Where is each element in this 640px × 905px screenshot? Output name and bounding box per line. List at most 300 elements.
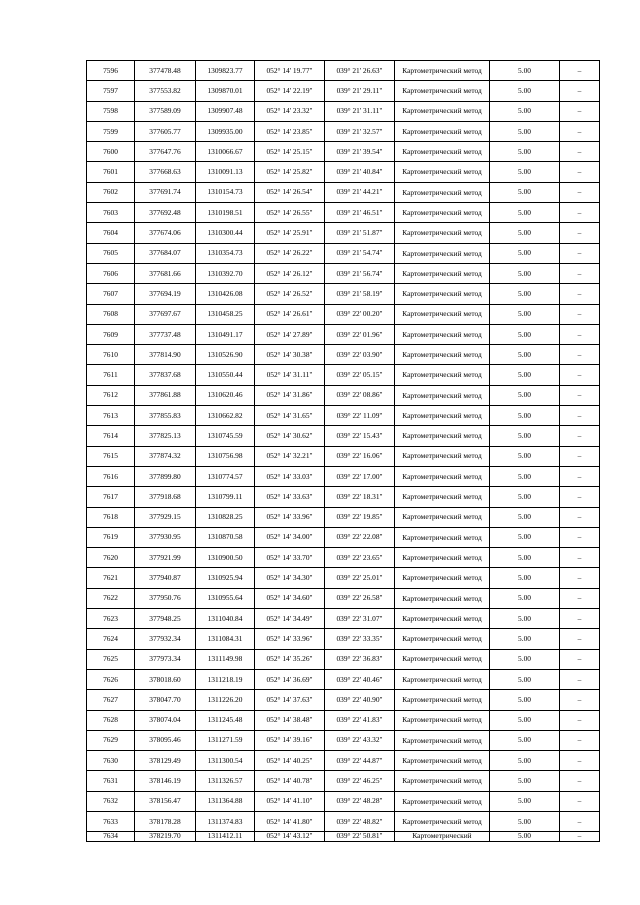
point-number-cell: 7614 [87, 426, 135, 446]
x-coordinate-cell: 377950.76 [135, 588, 196, 608]
point-number-cell: 7621 [87, 568, 135, 588]
longitude-cell: 039° 22' 18.31" [325, 487, 395, 507]
y-coordinate-cell: 1311149.98 [196, 649, 255, 669]
longitude-cell: 039° 22' 33.35" [325, 629, 395, 649]
y-coordinate-cell: 1311374.83 [196, 811, 255, 831]
note-cell: – [560, 527, 600, 547]
accuracy-cell: 5.00 [490, 649, 560, 669]
table-row [87, 669, 600, 689]
table-row [87, 791, 600, 811]
x-coordinate-cell: 378074.04 [135, 710, 196, 730]
note-cell: – [560, 101, 600, 121]
point-number-cell: 7606 [87, 263, 135, 283]
x-coordinate-cell: 378018.60 [135, 669, 196, 689]
accuracy-cell: 5.00 [490, 568, 560, 588]
x-coordinate-cell: 377737.48 [135, 324, 196, 344]
table-row [87, 101, 600, 121]
x-coordinate-cell: 377918.68 [135, 487, 196, 507]
latitude-cell: 052° 14' 34.49" [255, 609, 325, 629]
note-cell: – [560, 690, 600, 710]
x-coordinate-cell: 377825.13 [135, 426, 196, 446]
longitude-cell: 039° 21' 54.74" [325, 243, 395, 263]
point-number-cell: 7596 [87, 61, 135, 81]
x-coordinate-cell: 377973.34 [135, 649, 196, 669]
latitude-cell: 052° 14' 27.89" [255, 324, 325, 344]
x-coordinate-cell: 377681.66 [135, 263, 196, 283]
method-cell: Картометрический метод [395, 162, 490, 182]
x-coordinate-cell: 377553.82 [135, 81, 196, 101]
longitude-cell: 039° 22' 41.83" [325, 710, 395, 730]
x-coordinate-cell: 377605.77 [135, 121, 196, 141]
point-number-cell: 7631 [87, 771, 135, 791]
latitude-cell: 052° 14' 30.38" [255, 345, 325, 365]
point-number-cell: 7628 [87, 710, 135, 730]
table-row [87, 182, 600, 202]
note-cell: – [560, 121, 600, 141]
accuracy-cell: 5.00 [490, 710, 560, 730]
method-cell: Картометрический [395, 832, 490, 842]
note-cell: – [560, 771, 600, 791]
longitude-cell: 039° 22' 19.85" [325, 507, 395, 527]
note-cell: – [560, 162, 600, 182]
y-coordinate-cell: 1309935.00 [196, 121, 255, 141]
x-coordinate-cell: 377674.06 [135, 223, 196, 243]
accuracy-cell: 5.00 [490, 771, 560, 791]
latitude-cell: 052° 14' 19.77" [255, 61, 325, 81]
longitude-cell: 039° 21' 51.87" [325, 223, 395, 243]
x-coordinate-cell: 377694.19 [135, 284, 196, 304]
y-coordinate-cell: 1310091.13 [196, 162, 255, 182]
note-cell: – [560, 446, 600, 466]
x-coordinate-cell: 378178.28 [135, 811, 196, 831]
latitude-cell: 052° 14' 32.21" [255, 446, 325, 466]
y-coordinate-cell: 1311218.19 [196, 669, 255, 689]
y-coordinate-cell: 1310392.70 [196, 263, 255, 283]
point-number-cell: 7618 [87, 507, 135, 527]
x-coordinate-cell: 377855.83 [135, 406, 196, 426]
table-row [87, 588, 600, 608]
accuracy-cell: 5.00 [490, 446, 560, 466]
method-cell: Картометрический метод [395, 588, 490, 608]
table-row [87, 568, 600, 588]
y-coordinate-cell: 1309870.01 [196, 81, 255, 101]
point-number-cell: 7625 [87, 649, 135, 669]
longitude-cell: 039° 21' 39.54" [325, 142, 395, 162]
coordinates-table-body [87, 61, 600, 842]
method-cell: Картометрический метод [395, 304, 490, 324]
method-cell: Картометрический метод [395, 568, 490, 588]
y-coordinate-cell: 1310526.90 [196, 345, 255, 365]
longitude-cell: 039° 22' 00.20" [325, 304, 395, 324]
accuracy-cell: 5.00 [490, 223, 560, 243]
table-row [87, 446, 600, 466]
longitude-cell: 039° 22' 25.01" [325, 568, 395, 588]
y-coordinate-cell: 1309907.48 [196, 101, 255, 121]
accuracy-cell: 5.00 [490, 426, 560, 446]
table-row [87, 61, 600, 81]
note-cell: – [560, 487, 600, 507]
method-cell: Картометрический метод [395, 487, 490, 507]
accuracy-cell: 5.00 [490, 832, 560, 842]
y-coordinate-cell: 1310900.50 [196, 548, 255, 568]
method-cell: Картометрический метод [395, 791, 490, 811]
accuracy-cell: 5.00 [490, 507, 560, 527]
latitude-cell: 052° 14' 31.11" [255, 365, 325, 385]
accuracy-cell: 5.00 [490, 182, 560, 202]
table-row [87, 771, 600, 791]
point-number-cell: 7599 [87, 121, 135, 141]
accuracy-cell: 5.00 [490, 588, 560, 608]
accuracy-cell: 5.00 [490, 263, 560, 283]
point-number-cell: 7611 [87, 365, 135, 385]
note-cell: – [560, 588, 600, 608]
note-cell: – [560, 61, 600, 81]
y-coordinate-cell: 1310925.94 [196, 568, 255, 588]
table-row [87, 142, 600, 162]
longitude-cell: 039° 22' 44.87" [325, 751, 395, 771]
method-cell: Картометрический метод [395, 223, 490, 243]
longitude-cell: 039° 22' 26.58" [325, 588, 395, 608]
note-cell: – [560, 324, 600, 344]
y-coordinate-cell: 1310458.25 [196, 304, 255, 324]
point-number-cell: 7608 [87, 304, 135, 324]
longitude-cell: 039° 21' 31.11" [325, 101, 395, 121]
x-coordinate-cell: 377948.25 [135, 609, 196, 629]
latitude-cell: 052° 14' 38.48" [255, 710, 325, 730]
note-cell: – [560, 710, 600, 730]
x-coordinate-cell: 377921.99 [135, 548, 196, 568]
method-cell: Картометрический метод [395, 548, 490, 568]
method-cell: Картометрический метод [395, 81, 490, 101]
method-cell: Картометрический метод [395, 385, 490, 405]
y-coordinate-cell: 1310354.73 [196, 243, 255, 263]
y-coordinate-cell: 1310756.98 [196, 446, 255, 466]
y-coordinate-cell: 1310426.08 [196, 284, 255, 304]
point-number-cell: 7601 [87, 162, 135, 182]
point-number-cell: 7626 [87, 669, 135, 689]
accuracy-cell: 5.00 [490, 385, 560, 405]
longitude-cell: 039° 22' 40.46" [325, 669, 395, 689]
latitude-cell: 052° 14' 36.69" [255, 669, 325, 689]
point-number-cell: 7624 [87, 629, 135, 649]
point-number-cell: 7610 [87, 345, 135, 365]
latitude-cell: 052° 14' 25.91" [255, 223, 325, 243]
longitude-cell: 039° 21' 56.74" [325, 263, 395, 283]
point-number-cell: 7597 [87, 81, 135, 101]
x-coordinate-cell: 377691.74 [135, 182, 196, 202]
x-coordinate-cell: 377647.76 [135, 142, 196, 162]
longitude-cell: 039° 22' 05.15" [325, 365, 395, 385]
method-cell: Картометрический метод [395, 649, 490, 669]
point-number-cell: 7615 [87, 446, 135, 466]
table-row [87, 162, 600, 182]
method-cell: Картометрический метод [395, 101, 490, 121]
note-cell: – [560, 832, 600, 842]
longitude-cell: 039° 22' 43.32" [325, 730, 395, 750]
x-coordinate-cell: 378156.47 [135, 791, 196, 811]
latitude-cell: 052° 14' 41.10" [255, 791, 325, 811]
longitude-cell: 039° 22' 15.43" [325, 426, 395, 446]
note-cell: – [560, 406, 600, 426]
y-coordinate-cell: 1311245.48 [196, 710, 255, 730]
table-row [87, 649, 600, 669]
accuracy-cell: 5.00 [490, 730, 560, 750]
table-row [87, 751, 600, 771]
longitude-cell: 039° 22' 40.90" [325, 690, 395, 710]
method-cell: Картометрический метод [395, 142, 490, 162]
table-row [87, 284, 600, 304]
y-coordinate-cell: 1310799.11 [196, 487, 255, 507]
y-coordinate-cell: 1310550.44 [196, 365, 255, 385]
accuracy-cell: 5.00 [490, 162, 560, 182]
point-number-cell: 7633 [87, 811, 135, 831]
x-coordinate-cell: 377478.48 [135, 61, 196, 81]
accuracy-cell: 5.00 [490, 304, 560, 324]
x-coordinate-cell: 378219.70 [135, 832, 196, 842]
accuracy-cell: 5.00 [490, 629, 560, 649]
accuracy-cell: 5.00 [490, 61, 560, 81]
table-row [87, 406, 600, 426]
accuracy-cell: 5.00 [490, 527, 560, 547]
method-cell: Картометрический метод [395, 466, 490, 486]
y-coordinate-cell: 1311084.31 [196, 629, 255, 649]
point-number-cell: 7619 [87, 527, 135, 547]
accuracy-cell: 5.00 [490, 669, 560, 689]
note-cell: – [560, 629, 600, 649]
longitude-cell: 039° 22' 22.08" [325, 527, 395, 547]
y-coordinate-cell: 1310300.44 [196, 223, 255, 243]
y-coordinate-cell: 1311226.20 [196, 690, 255, 710]
latitude-cell: 052° 14' 33.03" [255, 466, 325, 486]
accuracy-cell: 5.00 [490, 121, 560, 141]
accuracy-cell: 5.00 [490, 609, 560, 629]
x-coordinate-cell: 377589.09 [135, 101, 196, 121]
x-coordinate-cell: 377837.68 [135, 365, 196, 385]
method-cell: Картометрический метод [395, 609, 490, 629]
longitude-cell: 039° 21' 40.84" [325, 162, 395, 182]
method-cell: Картометрический метод [395, 690, 490, 710]
note-cell: – [560, 730, 600, 750]
point-number-cell: 7623 [87, 609, 135, 629]
latitude-cell: 052° 14' 26.55" [255, 203, 325, 223]
x-coordinate-cell: 377684.07 [135, 243, 196, 263]
table-row [87, 223, 600, 243]
table-row [87, 548, 600, 568]
point-number-cell: 7603 [87, 203, 135, 223]
latitude-cell: 052° 14' 26.52" [255, 284, 325, 304]
table-row [87, 203, 600, 223]
y-coordinate-cell: 1310198.51 [196, 203, 255, 223]
table-row [87, 243, 600, 263]
x-coordinate-cell: 377929.15 [135, 507, 196, 527]
x-coordinate-cell: 378095.46 [135, 730, 196, 750]
accuracy-cell: 5.00 [490, 548, 560, 568]
longitude-cell: 039° 22' 11.09" [325, 406, 395, 426]
latitude-cell: 052° 14' 23.32" [255, 101, 325, 121]
table-row [87, 121, 600, 141]
table-row [87, 487, 600, 507]
method-cell: Картометрический метод [395, 710, 490, 730]
x-coordinate-cell: 377940.87 [135, 568, 196, 588]
table-row [87, 365, 600, 385]
note-cell: – [560, 811, 600, 831]
longitude-cell: 039° 21' 26.63" [325, 61, 395, 81]
longitude-cell: 039° 22' 03.90" [325, 345, 395, 365]
note-cell: – [560, 345, 600, 365]
table-row [87, 811, 600, 831]
point-number-cell: 7613 [87, 406, 135, 426]
coordinates-table-page [86, 60, 599, 842]
coordinates-table [86, 60, 600, 842]
point-number-cell: 7622 [87, 588, 135, 608]
note-cell: – [560, 649, 600, 669]
x-coordinate-cell: 377861.88 [135, 385, 196, 405]
note-cell: – [560, 751, 600, 771]
table-row [87, 385, 600, 405]
method-cell: Картометрический метод [395, 324, 490, 344]
accuracy-cell: 5.00 [490, 203, 560, 223]
x-coordinate-cell: 378129.49 [135, 751, 196, 771]
method-cell: Картометрический метод [395, 446, 490, 466]
accuracy-cell: 5.00 [490, 284, 560, 304]
note-cell: – [560, 669, 600, 689]
longitude-cell: 039° 21' 58.19" [325, 284, 395, 304]
table-row [87, 609, 600, 629]
method-cell: Картометрический метод [395, 182, 490, 202]
table-row [87, 832, 600, 842]
note-cell: – [560, 568, 600, 588]
y-coordinate-cell: 1311040.84 [196, 609, 255, 629]
longitude-cell: 039° 22' 31.07" [325, 609, 395, 629]
longitude-cell: 039° 21' 46.51" [325, 203, 395, 223]
accuracy-cell: 5.00 [490, 406, 560, 426]
accuracy-cell: 5.00 [490, 811, 560, 831]
latitude-cell: 052° 14' 30.62" [255, 426, 325, 446]
method-cell: Картометрический метод [395, 121, 490, 141]
note-cell: – [560, 243, 600, 263]
longitude-cell: 039° 22' 17.00" [325, 466, 395, 486]
note-cell: – [560, 263, 600, 283]
note-cell: – [560, 81, 600, 101]
note-cell: – [560, 284, 600, 304]
latitude-cell: 052° 14' 33.63" [255, 487, 325, 507]
accuracy-cell: 5.00 [490, 487, 560, 507]
method-cell: Картометрический метод [395, 365, 490, 385]
longitude-cell: 039° 22' 48.82" [325, 811, 395, 831]
y-coordinate-cell: 1310620.46 [196, 385, 255, 405]
latitude-cell: 052° 14' 40.78" [255, 771, 325, 791]
method-cell: Картометрический метод [395, 243, 490, 263]
note-cell: – [560, 142, 600, 162]
note-cell: – [560, 507, 600, 527]
x-coordinate-cell: 377899.80 [135, 466, 196, 486]
latitude-cell: 052° 14' 25.82" [255, 162, 325, 182]
latitude-cell: 052° 14' 31.65" [255, 406, 325, 426]
x-coordinate-cell: 378146.19 [135, 771, 196, 791]
latitude-cell: 052° 14' 31.86" [255, 385, 325, 405]
accuracy-cell: 5.00 [490, 690, 560, 710]
method-cell: Картометрический метод [395, 61, 490, 81]
table-row [87, 730, 600, 750]
table-row [87, 426, 600, 446]
table-row [87, 345, 600, 365]
y-coordinate-cell: 1310066.67 [196, 142, 255, 162]
longitude-cell: 039° 22' 08.86" [325, 385, 395, 405]
accuracy-cell: 5.00 [490, 791, 560, 811]
table-row [87, 466, 600, 486]
accuracy-cell: 5.00 [490, 142, 560, 162]
note-cell: – [560, 466, 600, 486]
x-coordinate-cell: 377930.95 [135, 527, 196, 547]
latitude-cell: 052° 14' 33.70" [255, 548, 325, 568]
method-cell: Картометрический метод [395, 811, 490, 831]
latitude-cell: 052° 14' 34.60" [255, 588, 325, 608]
longitude-cell: 039° 21' 29.11" [325, 81, 395, 101]
point-number-cell: 7630 [87, 751, 135, 771]
latitude-cell: 052° 14' 37.63" [255, 690, 325, 710]
point-number-cell: 7634 [87, 832, 135, 842]
point-number-cell: 7605 [87, 243, 135, 263]
x-coordinate-cell: 378047.70 [135, 690, 196, 710]
longitude-cell: 039° 22' 23.65" [325, 548, 395, 568]
y-coordinate-cell: 1310154.73 [196, 182, 255, 202]
x-coordinate-cell: 377932.34 [135, 629, 196, 649]
y-coordinate-cell: 1310662.82 [196, 406, 255, 426]
accuracy-cell: 5.00 [490, 751, 560, 771]
note-cell: – [560, 365, 600, 385]
table-row [87, 263, 600, 283]
latitude-cell: 052° 14' 26.12" [255, 263, 325, 283]
y-coordinate-cell: 1311300.54 [196, 751, 255, 771]
longitude-cell: 039° 22' 46.25" [325, 771, 395, 791]
table-row [87, 629, 600, 649]
longitude-cell: 039° 21' 44.21" [325, 182, 395, 202]
note-cell: – [560, 426, 600, 446]
point-number-cell: 7617 [87, 487, 135, 507]
note-cell: – [560, 304, 600, 324]
point-number-cell: 7627 [87, 690, 135, 710]
table-row [87, 81, 600, 101]
point-number-cell: 7602 [87, 182, 135, 202]
table-row [87, 324, 600, 344]
point-number-cell: 7604 [87, 223, 135, 243]
y-coordinate-cell: 1311271.59 [196, 730, 255, 750]
latitude-cell: 052° 14' 40.25" [255, 751, 325, 771]
method-cell: Картометрический метод [395, 263, 490, 283]
x-coordinate-cell: 377874.32 [135, 446, 196, 466]
longitude-cell: 039° 22' 01.96" [325, 324, 395, 344]
y-coordinate-cell: 1311326.57 [196, 771, 255, 791]
method-cell: Картометрический метод [395, 527, 490, 547]
note-cell: – [560, 609, 600, 629]
table-row [87, 304, 600, 324]
latitude-cell: 052° 14' 26.22" [255, 243, 325, 263]
point-number-cell: 7620 [87, 548, 135, 568]
latitude-cell: 052° 14' 34.00" [255, 527, 325, 547]
method-cell: Картометрический метод [395, 203, 490, 223]
latitude-cell: 052° 14' 33.96" [255, 629, 325, 649]
table-row [87, 527, 600, 547]
method-cell: Картометрический метод [395, 629, 490, 649]
latitude-cell: 052° 14' 33.96" [255, 507, 325, 527]
y-coordinate-cell: 1310870.58 [196, 527, 255, 547]
point-number-cell: 7632 [87, 791, 135, 811]
method-cell: Картометрический метод [395, 345, 490, 365]
longitude-cell: 039° 22' 36.83" [325, 649, 395, 669]
point-number-cell: 7616 [87, 466, 135, 486]
longitude-cell: 039° 22' 48.28" [325, 791, 395, 811]
longitude-cell: 039° 21' 32.57" [325, 121, 395, 141]
